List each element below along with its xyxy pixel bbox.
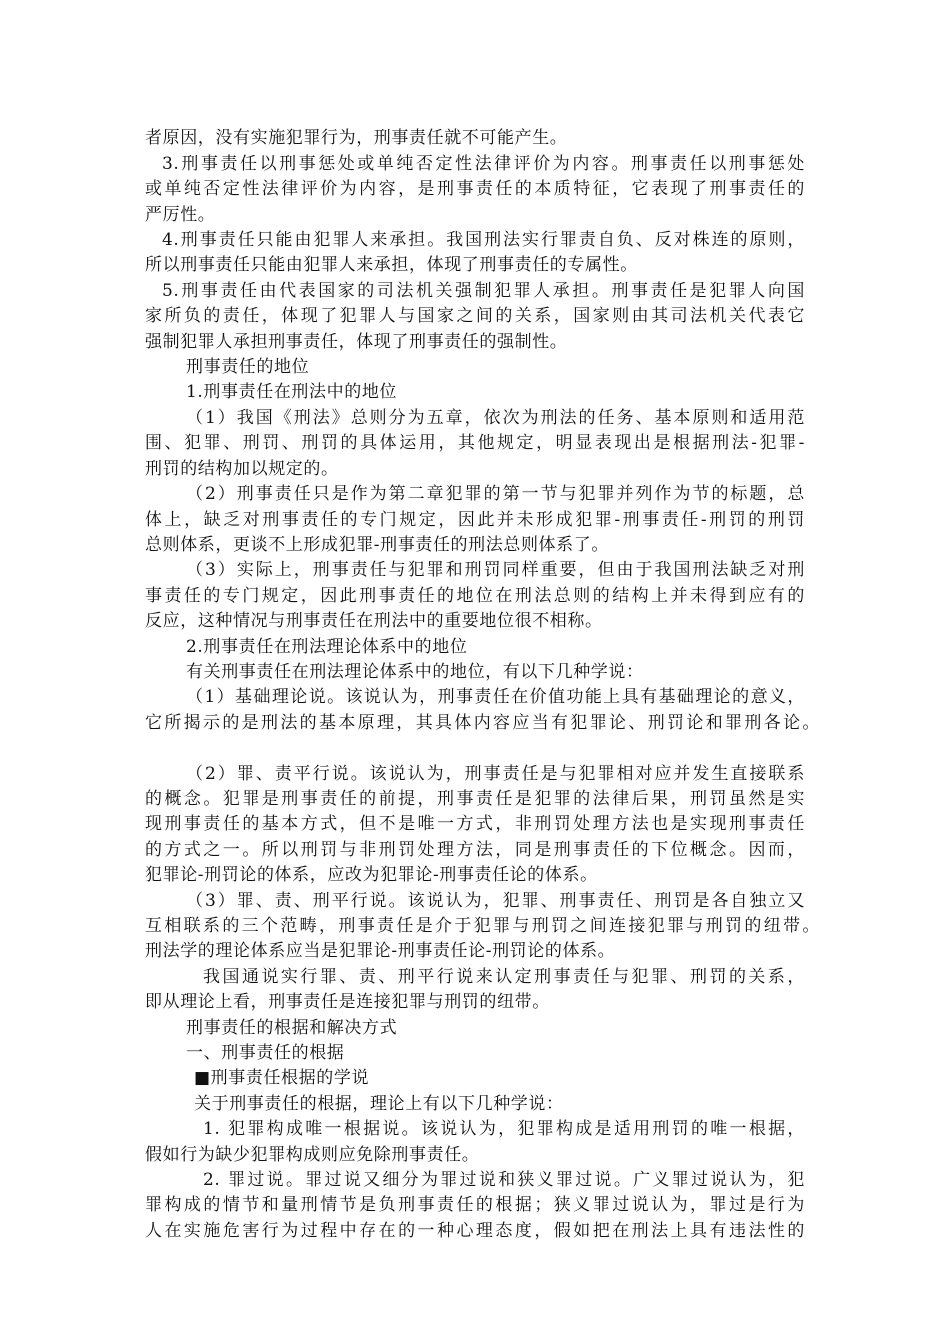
text-line-27: 现刑事责任的基本方式，但不是唯一方式，非刑罚处理方法也是实现刑事责任 <box>145 814 805 834</box>
text-line-33: 我国通说实行罪、责、刑平行说来认定刑事责任与犯罪、刑罚的关系， <box>203 967 805 987</box>
text-line-34: 即从理论上看，刑事责任是连接犯罪与刑罚的纽带。 <box>145 992 550 1012</box>
text-line-18: （3）实际上，刑事责任与犯罪和刑罚同样重要，但由于我国刑法缺乏对刑 <box>186 560 805 580</box>
text-line-1: 者原因，没有实施犯罪行为，刑事责任就不可能产生。 <box>145 128 568 148</box>
text-line-3: 或单纯否定性法律评价为内容，是刑事责任的本质特征，它表现了刑事责任的 <box>145 179 805 199</box>
text-line-22: 有关刑事责任在刑法理论体系中的地位，有以下几种学说： <box>186 662 644 682</box>
text-line-8: 家所负的责任，体现了犯罪人与国家之间的关系，国家则由其司法机关代表它 <box>145 306 805 326</box>
text-line-4: 严厉性。 <box>145 205 216 225</box>
text-line-24: 它所揭示的是刑法的基本原理，其具体内容应当有犯罪论、刑罚论和罪刑各论。 <box>145 713 820 733</box>
text-line-41: 2. 罪过说。罪过说又细分为罪过说和狭义罪过说。广义罪过说认为，犯 <box>203 1170 805 1190</box>
text-line-6: 所以刑事责任只能由犯罪人来承担，体现了刑事责任的专属性。 <box>145 255 638 275</box>
text-line-31: 互相联系的三个范畴，刑事责任是介于犯罪与刑罚之间连接犯罪与刑罚的纽带。 <box>145 916 820 936</box>
text-line-14: 刑罚的结构加以规定的。 <box>145 459 339 479</box>
text-line-16: 体上，缺乏对刑事责任的专门规定，因此并未形成犯罪-刑事责任-刑罚的刑罚 <box>145 510 805 530</box>
text-line-2: 3.刑事责任以刑事惩处或单纯否定性法律评价为内容。刑事责任以刑事惩处 <box>162 154 805 174</box>
text-line-5: 4.刑事责任只能由犯罪人来承担。我国刑法实行罪责自负、反对株连的原则， <box>162 230 805 250</box>
text-line-42: 罪构成的情节和量刑情节是负刑事责任的根据；狭义罪过说认为，罪过是行为 <box>145 1195 805 1215</box>
text-line-19: 事责任的专门规定，因此刑事责任的地位在刑法总则的结构上并未得到应有的 <box>145 586 805 606</box>
text-line-13: 围、犯罪、刑罚、刑罚的具体运用，其他规定，明显表现出是根据刑法-犯罪- <box>145 433 805 453</box>
text-line-38: 关于刑事责任的根据，理论上有以下几种学说： <box>194 1094 564 1114</box>
text-line-26: 的概念。犯罪是刑事责任的前提，刑事责任是犯罪的法律后果，刑罚虽然是实 <box>145 789 805 809</box>
bullet-heading: ■刑事责任根据的学说 <box>194 1068 370 1088</box>
text-line-39: 1. 犯罪构成唯一根据说。该说认为，犯罪构成是适用刑罚的唯一根据， <box>203 1119 805 1139</box>
section-heading-1: 刑事责任的地位 <box>186 357 310 377</box>
subsection-heading-2: 2.刑事责任在刑法理论体系中的地位 <box>186 637 468 657</box>
text-line-40: 假如行为缺少犯罪构成则应免除刑事责任。 <box>145 1145 480 1165</box>
text-line-29: 犯罪论-刑罚论的体系，应改为犯罪论-刑事责任论的体系。 <box>145 865 598 885</box>
text-line-20: 反应，这种情况与刑事责任在刑法中的重要地位很不相称。 <box>145 611 603 631</box>
text-line-28: 的方式之一。所以刑罚与非刑罚处理方法，同是刑事责任的下位概念。因而， <box>145 840 805 860</box>
text-line-7: 5.刑事责任由代表国家的司法机关强制犯罪人承担。刑事责任是犯罪人向国 <box>162 281 805 301</box>
text-line-17: 总则体系，更谈不上形成犯罪-刑事责任的刑法总则体系了。 <box>145 535 609 555</box>
text-line-9: 强制犯罪人承担刑事责任，体现了刑事责任的强制性。 <box>145 332 568 352</box>
text-line-43: 人在实施危害行为过程中存在的一种心理态度，假如把在刑法上具有违法性的 <box>145 1221 805 1241</box>
text-line-30: （3）罪、责、刑平行说。该说认为，犯罪、刑事责任、刑罚是各自独立又 <box>186 891 805 911</box>
subsection-heading-1: 1.刑事责任在刑法中的地位 <box>186 382 398 402</box>
text-line-12: （1）我国《刑法》总则分为五章，依次为刑法的任务、基本原则和适用范 <box>186 408 805 428</box>
text-line-25: （2）罪、责平行说。该说认为，刑事责任是与犯罪相对应并发生直接联系 <box>186 764 805 784</box>
section-heading-2: 刑事责任的根据和解决方式 <box>186 1018 398 1038</box>
text-line-32: 刑法学的理论体系应当是犯罪论-刑事责任论-刑罚论的体系。 <box>145 941 616 961</box>
subsection-heading-3: 一、刑事责任的根据 <box>186 1043 345 1063</box>
text-line-15: （2）刑事责任只是作为第二章犯罪的第一节与犯罪并列作为节的标题，总 <box>186 484 805 504</box>
text-line-23: （1）基础理论说。该说认为，刑事责任在价值功能上具有基础理论的意义， <box>186 687 805 707</box>
